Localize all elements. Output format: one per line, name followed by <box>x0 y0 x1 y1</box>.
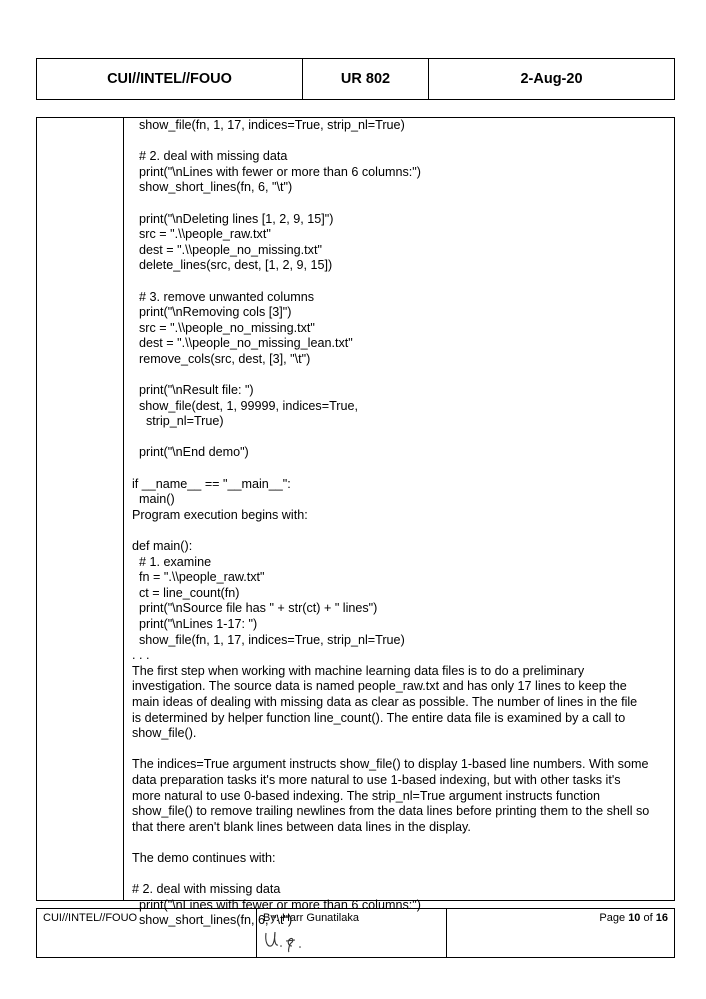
content-line: show_file(). <box>132 726 197 741</box>
content-line: dest = ".\\people_no_missing_lean.txt" <box>132 336 353 351</box>
footer-author: By: Harr Gunatilaka <box>263 912 359 924</box>
content-line: if __name__ == "__main__": <box>132 476 291 491</box>
footer-author-cell <box>257 909 447 957</box>
content-line: def main(): <box>132 539 193 554</box>
content-line: investigation. The source data is named people_raw.txt and has only 17 lines to keep the <box>132 679 627 694</box>
content-line: Program execution begins with: <box>132 507 308 522</box>
content-line <box>132 867 672 883</box>
content-line <box>132 368 672 384</box>
header-table <box>36 58 675 100</box>
content-line: more natural to use 0-based indexing. The strip_nl=True argument instructs function <box>132 788 600 803</box>
footer-table <box>36 908 675 958</box>
footer-classification: CUI//INTEL//FOUO <box>37 909 257 957</box>
content-line: is determined by helper function line_count(). The entire data file is examined by a call to <box>132 710 626 725</box>
content-line: show_file() to remove trailing newlines from the data lines before printing them to the shell so <box>132 804 650 819</box>
footer-page-current: 10 <box>628 912 641 924</box>
content-line: # 1. examine <box>132 554 212 569</box>
content-line: print("\nRemoving cols [3]") <box>132 305 292 320</box>
content-line: show_short_lines(fn, 6, "\t") <box>132 913 293 928</box>
content-line: show_file(fn, 1, 17, indices=True, strip_nl=True) <box>132 118 405 132</box>
content-line: data preparation tasks it's more natural to use 1-based indexing, but with other tasks it's <box>132 772 621 787</box>
content-line: show_file(fn, 1, 17, indices=True, strip_nl=True) <box>132 632 405 647</box>
content-line <box>132 196 672 212</box>
signature-icon <box>262 927 322 953</box>
content-line: main ideas of dealing with missing data as clear as possible. The number of lines in the file <box>132 694 638 709</box>
content-line: show_file(dest, 1, 99999, indices=True, <box>132 398 358 413</box>
footer-page-total: 16 <box>655 912 668 924</box>
content-line <box>132 835 672 851</box>
content-line: . . . <box>132 648 150 663</box>
content-line: src = ".\\people_no_missing.txt" <box>132 320 315 335</box>
content-line: The first step when working with machine learning data files is to do a preliminary <box>132 663 585 678</box>
content-line <box>132 742 672 758</box>
content-line: print("\nLines 1-17: ") <box>132 617 258 631</box>
header-classification: CUI//INTEL//FOUO <box>37 59 303 99</box>
content-line: print("\nResult file: ") <box>132 383 254 398</box>
content-line: main() <box>132 492 175 507</box>
footer-page-number <box>447 909 674 957</box>
content-line: print("\nEnd demo") <box>132 445 249 460</box>
content-line: remove_cols(src, dest, [3], "\t") <box>132 351 311 366</box>
footer-page-word: Page <box>599 912 626 924</box>
content-line: print("\nSource file has " + str(ct) + " lines") <box>132 601 378 616</box>
content-line: fn = ".\\people_raw.txt" <box>132 570 265 585</box>
header-date: 2-Aug-20 <box>520 71 583 87</box>
content-line <box>132 134 672 150</box>
content-line <box>132 274 672 290</box>
content-line: ct = line_count(fn) <box>132 585 240 600</box>
content-line: # 2. deal with missing data <box>132 149 288 164</box>
content-line: # 3. remove unwanted columns <box>132 289 315 304</box>
content-line <box>132 461 672 477</box>
content-line: that there aren't blank lines between data lines in the display. <box>132 819 471 834</box>
content-line <box>132 430 672 446</box>
header-doc-id: UR 802 <box>303 59 429 99</box>
content-line: The indices=True argument instructs show_file() to display 1-based line numbers. With some <box>132 757 649 772</box>
content-line: show_short_lines(fn, 6, "\t") <box>132 180 293 195</box>
content-line: # 2. deal with missing data <box>132 882 281 897</box>
content-line: print("\nLines with fewer or more than 6 columns:") <box>132 164 421 179</box>
content-line: The demo continues with: <box>132 850 276 865</box>
body-left-column <box>37 118 124 900</box>
content-line: print("\nLines with fewer or more than 6 columns:") <box>132 897 421 912</box>
content-line: print("\nDeleting lines [1, 2, 9, 15]") <box>132 211 334 226</box>
content-line: strip_nl=True) <box>132 414 224 429</box>
footer-page-of: of <box>643 912 653 924</box>
content-line: dest = ".\\people_no_missing.txt" <box>132 242 322 257</box>
content-line: src = ".\\people_raw.txt" <box>132 227 271 242</box>
content-line: delete_lines(src, dest, [1, 2, 9, 15]) <box>132 258 333 273</box>
content-line <box>132 523 672 539</box>
